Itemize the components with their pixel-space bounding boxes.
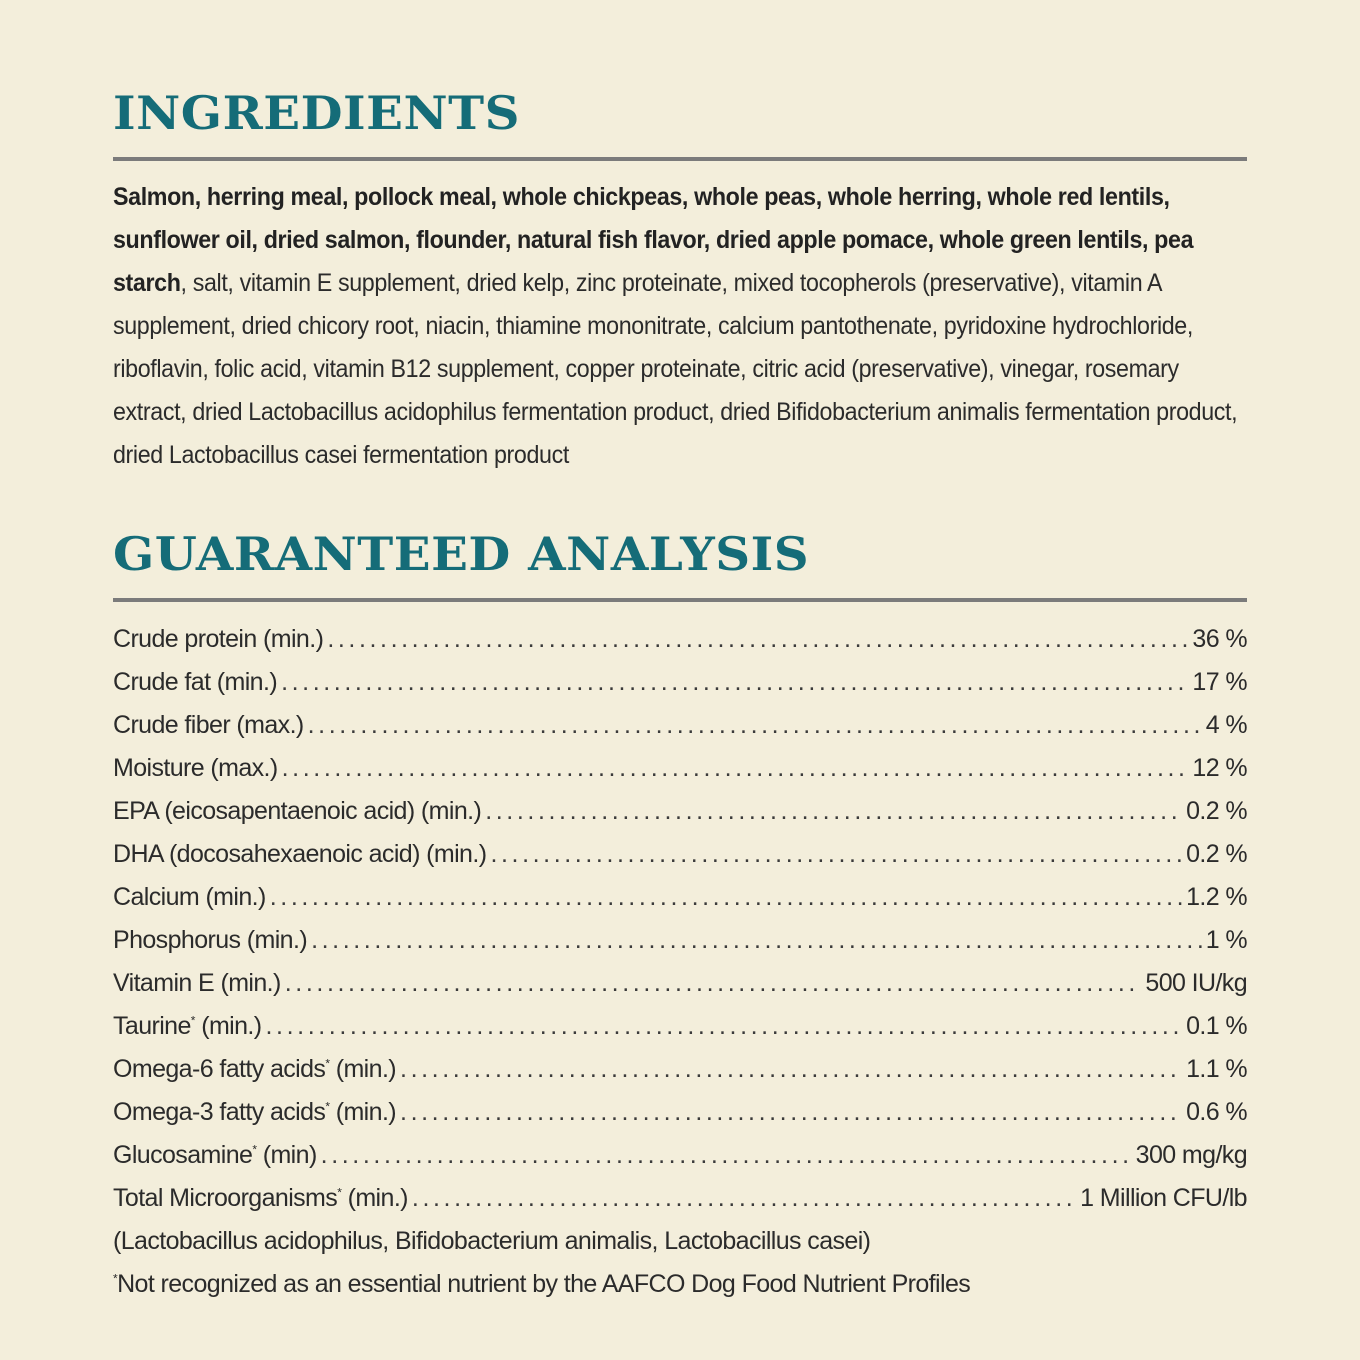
nutrient-value: 0.6 % <box>1186 1098 1247 1126</box>
nutrient-label: Crude protein (min.) <box>113 625 324 653</box>
dot-leader <box>281 661 1188 704</box>
analysis-row-moisture <box>113 747 1247 790</box>
nutrient-value: 17 % <box>1192 668 1247 696</box>
analysis-row-crude-fat <box>113 661 1247 704</box>
analysis-row-vitamin-e <box>113 962 1247 1005</box>
nutrient-label: Calcium (min.) <box>113 883 266 911</box>
nutrient-name: Glucosamine <box>113 1141 253 1169</box>
dot-leader <box>400 1091 1182 1134</box>
nutrient-qualifier: (min) <box>256 1141 317 1169</box>
nutrient-value: 0.2 % <box>1186 797 1247 825</box>
footnote-marker: * <box>325 1056 330 1071</box>
nutrient-qualifier: (min.) <box>329 1098 397 1126</box>
nutrient-name: Omega-3 fatty acids <box>113 1098 326 1126</box>
footnote-marker: * <box>325 1099 330 1114</box>
nutrient-label: EPA (eicosapentaenoic acid) (min.) <box>113 797 482 825</box>
dot-leader <box>327 618 1188 661</box>
footnote-text: Not recognized as an essential nutrient by the AAFCO Dog Food Nutrient Profiles <box>117 1270 971 1298</box>
analysis-row-calcium <box>113 876 1247 919</box>
nutrient-value: 1 Million CFU/lb <box>1080 1184 1247 1212</box>
dot-leader <box>266 1005 1183 1048</box>
nutrient-qualifier: (min.) <box>329 1055 397 1083</box>
analysis-row-epa <box>113 790 1247 833</box>
nutrient-name: Omega-6 fatty acids <box>113 1055 326 1083</box>
analysis-row-crude-protein <box>113 618 1247 661</box>
analysis-row-total-microorganisms <box>113 1177 1247 1220</box>
dot-leader <box>490 833 1182 876</box>
dot-leader <box>285 962 1142 1005</box>
ingredients-divider <box>113 157 1247 161</box>
guaranteed-analysis-heading: GUARANTEED ANALYSIS <box>113 527 810 581</box>
dot-leader <box>282 747 1189 790</box>
guaranteed-analysis-table <box>113 618 1247 1306</box>
nutrient-label: Crude fat (min.) <box>113 668 278 696</box>
nutrient-value: 0.2 % <box>1186 840 1247 868</box>
analysis-row-omega-3 <box>113 1091 1247 1134</box>
footnote-marker: * <box>113 1271 118 1286</box>
analysis-row-crude-fiber <box>113 704 1247 747</box>
nutrient-qualifier: (min.) <box>341 1184 408 1212</box>
dot-leader <box>485 790 1182 833</box>
dot-leader <box>308 704 1202 747</box>
nutrient-value: 0.1 % <box>1186 1012 1247 1040</box>
dot-leader <box>400 1048 1182 1091</box>
dot-leader <box>311 919 1202 962</box>
ingredients-heading: INGREDIENTS <box>113 86 520 140</box>
nutrient-label: Moisture (max.) <box>113 754 278 782</box>
nutrient-name: Taurine <box>113 1012 191 1040</box>
analysis-row-dha <box>113 833 1247 876</box>
dot-leader <box>412 1177 1076 1220</box>
dot-leader <box>270 876 1182 919</box>
analysis-row-omega-6 <box>113 1048 1247 1091</box>
primary-ingredients: Salmon, herring meal, pollock meal, whole chickpeas, whole peas, whole herring, whole red lentils, sunflower oil, dried salmon, flounder, natural fish flavor, dried apple pomace, whole green lentils, pea starch <box>113 183 1194 297</box>
nutrient-value: 1.1 % <box>1186 1055 1247 1083</box>
footnote <box>113 1263 1247 1306</box>
analysis-divider <box>113 598 1247 602</box>
nutrient-value: 12 % <box>1192 754 1247 782</box>
nutrient-qualifier: (min.) <box>194 1012 262 1040</box>
nutrient-label <box>113 1177 408 1220</box>
nutrient-label <box>113 1048 396 1091</box>
nutrient-label <box>113 1005 262 1048</box>
footnote-marker: * <box>337 1185 342 1200</box>
analysis-row-taurine <box>113 1005 1247 1048</box>
analysis-row-glucosamine <box>113 1134 1247 1177</box>
nutrient-value: 300 mg/kg <box>1135 1141 1247 1169</box>
dot-leader <box>321 1134 1132 1177</box>
footnote-marker: * <box>252 1142 257 1157</box>
secondary-ingredients: , salt, vitamin E supplement, dried kelp, zinc proteinate, mixed tocopherols (preservative), vitamin A supplement, dried chicory root, niacin, thiamine mononitrate, calcium pantothenate, pyridoxine hydrochloride, riboflavin, folic acid, vitamin B12 supplement, copper proteinate, citric acid (preservative), vinegar, rosemary extract, dried Lactobacillus acidophilus fermentation product, dried Bifidobacterium animalis fermentation product, dried Lactobacillus casei fermentation product <box>113 269 1238 469</box>
nutrient-value: 500 IU/kg <box>1145 969 1247 997</box>
microorganisms-note: (Lactobacillus acidophilus, Bifidobacterium animalis, Lactobacillus casei) <box>113 1227 871 1255</box>
analysis-row-phosphorus <box>113 919 1247 962</box>
nutrient-value: 1.2 % <box>1186 883 1247 911</box>
nutrient-value: 1 % <box>1205 926 1247 954</box>
nutrient-label: DHA (docosahexaenoic acid) (min.) <box>113 840 487 868</box>
nutrient-label: Crude fiber (max.) <box>113 711 304 739</box>
nutrient-name: Total Microorganisms <box>113 1184 338 1212</box>
nutrient-value: 36 % <box>1192 625 1247 653</box>
ingredients-list <box>113 176 1248 477</box>
nutrient-label <box>113 1134 317 1177</box>
nutrient-label <box>113 1091 396 1134</box>
nutrient-label: Phosphorus (min.) <box>113 926 308 954</box>
footnote-marker: * <box>190 1013 195 1028</box>
nutrient-value: 4 % <box>1205 711 1247 739</box>
nutrient-label: Vitamin E (min.) <box>113 969 281 997</box>
